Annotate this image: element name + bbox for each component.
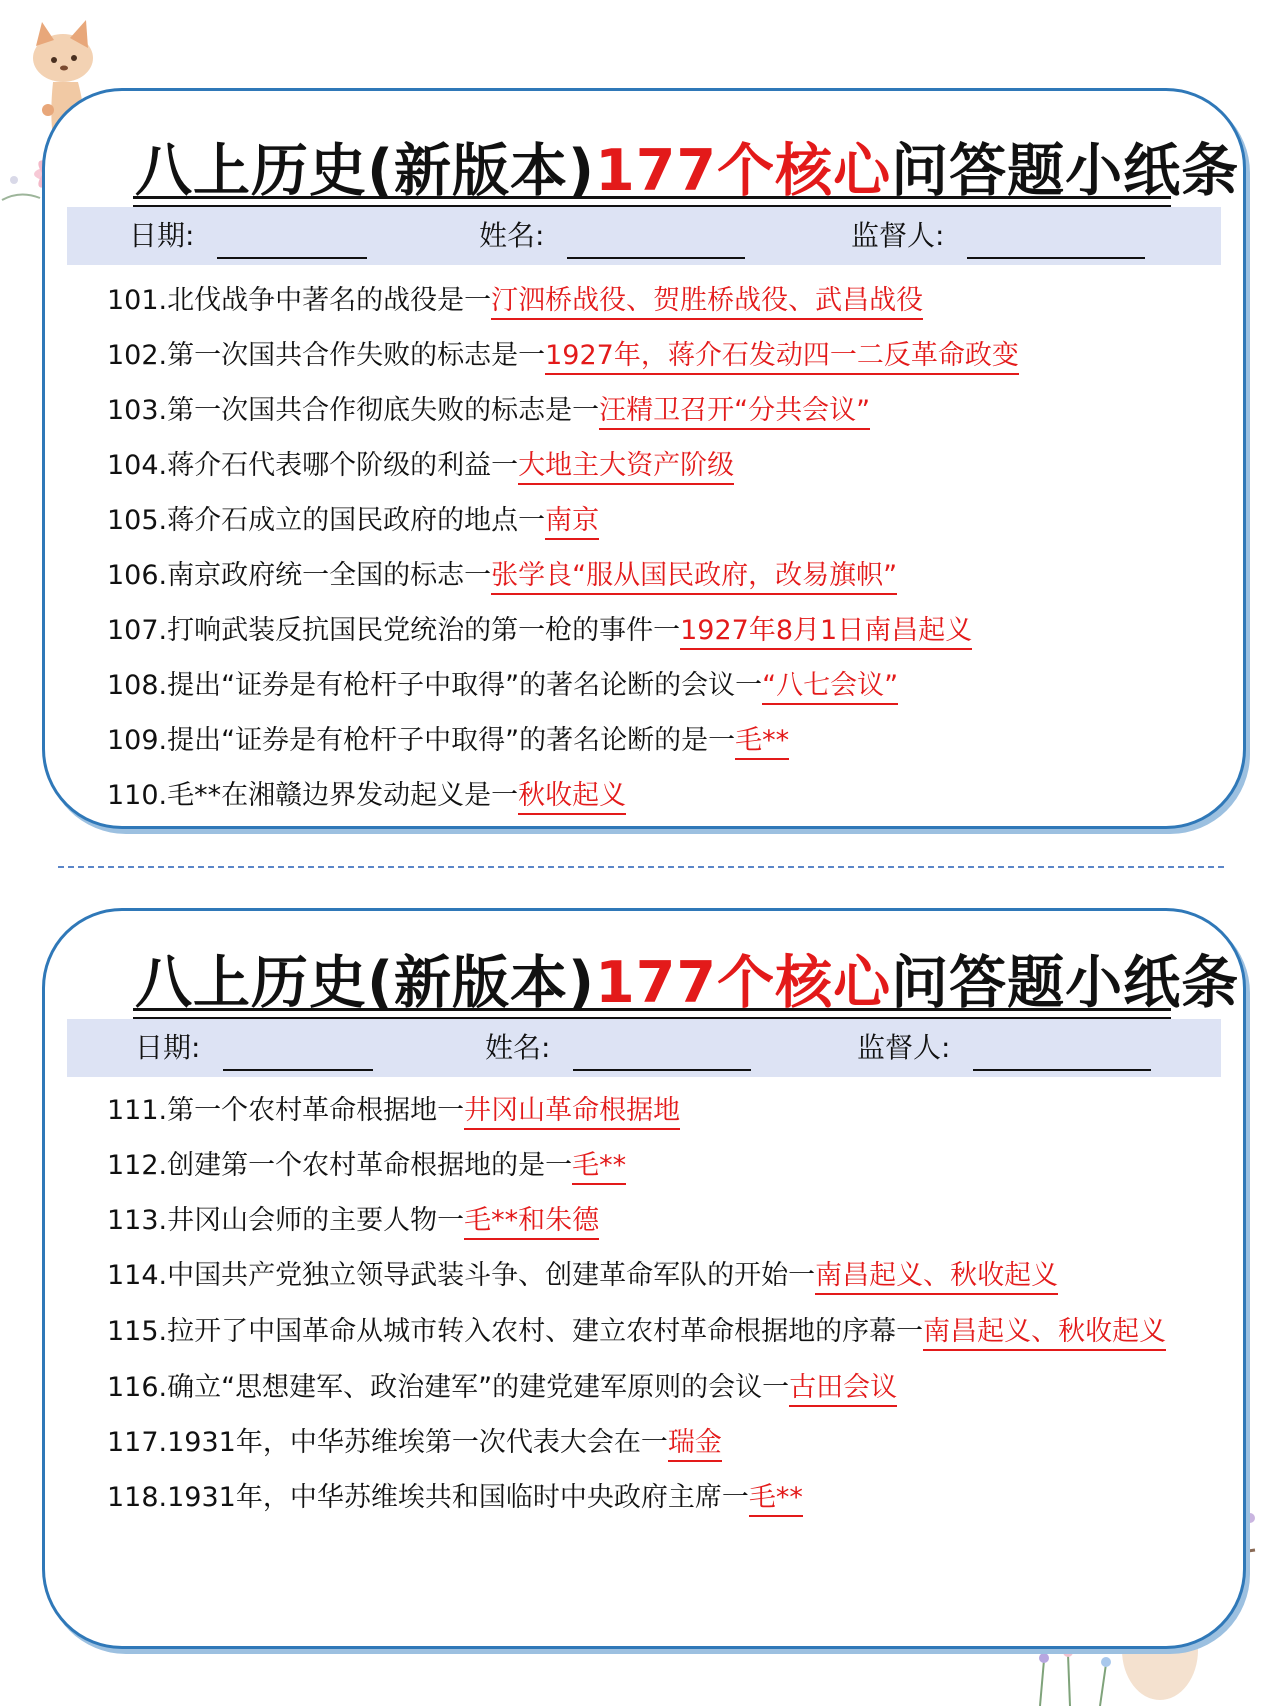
question-item [107,1083,1213,1138]
question-item [107,603,1213,658]
supervisor-label: 监督人: [851,219,945,252]
question-text: 112.创建第一个农村革命根据地的是一 [107,1150,573,1181]
date-blank[interactable] [223,1039,373,1071]
question-text: 116.确立“思想建军、政治建军”的建党建军原则的会议一 [107,1372,790,1403]
question-text: 117.1931年，中华苏维埃第一次代表大会在一 [107,1427,668,1458]
name-blank[interactable] [567,227,745,259]
question-item [107,548,1213,603]
title-underline [133,196,1171,207]
question-list [107,1083,1213,1525]
question-list [107,273,1213,823]
question-item [107,1193,1213,1248]
answer-text: 毛** [735,725,789,760]
name-blank[interactable] [573,1039,751,1071]
question-card-1 [42,88,1246,829]
title-underline [133,1008,1171,1019]
title-highlight: 177个核心 [595,138,892,204]
date-field[interactable] [135,1019,373,1077]
question-item [107,1360,1213,1415]
question-text: 108.提出“证券是有枪杆子中取得”的著名论断的会议一 [107,670,763,701]
answer-text: 南京 [545,505,599,540]
question-text: 107.打响武装反抗国民党统治的第一枪的事件一 [107,615,681,646]
answer-text: 毛** [749,1482,803,1517]
info-fields-bar [67,207,1221,265]
answer-text: 张学良“服从国民政府，改易旗帜” [491,560,897,595]
answer-text: “八七会议” [762,670,898,705]
answer-text: 南昌起义、秋收起义 [923,1316,1166,1351]
question-item [107,713,1213,768]
question-text: 103.第一次国共合作彻底失败的标志是一 [107,395,600,426]
answer-text: 毛** [572,1150,626,1185]
question-item [107,438,1213,493]
date-label: 日期: [135,1031,201,1064]
question-item [107,1415,1213,1470]
supervisor-blank[interactable] [973,1039,1151,1071]
question-text: 101.北伐战争中著名的战役是一 [107,285,492,316]
date-blank[interactable] [217,227,367,259]
title-prefix: 八上历史(新版本) [135,950,596,1016]
supervisor-label: 监督人: [857,1031,951,1064]
supervisor-field[interactable] [857,1019,1151,1077]
answer-text: 瑞金 [668,1427,722,1462]
cut-line-divider [58,866,1224,868]
question-card-2 [42,908,1246,1649]
question-text: 111.第一个农村革命根据地一 [107,1095,465,1126]
date-field[interactable] [129,207,367,265]
question-text: 105.蒋介石成立的国民政府的地点一 [107,505,546,536]
question-item [107,1470,1213,1525]
title-suffix: 问答题小纸条 [891,138,1240,204]
question-item [107,768,1213,823]
supervisor-blank[interactable] [967,227,1145,259]
answer-text: 南昌起义、秋收起义 [815,1260,1058,1295]
question-text: 114.中国共产党独立领导武装斗争、创建革命军队的开始一 [107,1260,816,1291]
name-field[interactable] [479,207,745,265]
answer-text: 井冈山革命根据地 [464,1095,680,1130]
answer-text: 大地主大资产阶级 [518,450,734,485]
answer-text: 1927年，蒋介石发动四一二反革命政变 [545,340,1019,375]
question-item [107,328,1213,383]
question-text: 106.南京政府统一全国的标志一 [107,560,492,591]
question-item [107,1303,1213,1360]
question-item [107,1248,1213,1303]
date-label: 日期: [129,219,195,252]
answer-text: 汪精卫召开“分共会议” [599,395,870,430]
title-highlight: 177个核心 [595,950,892,1016]
question-item [107,658,1213,713]
title-prefix: 八上历史(新版本) [135,138,596,204]
question-text: 115.拉开了中国革命从城市转入农村、建立农村革命根据地的序幕一 [107,1316,924,1347]
name-label: 姓名: [479,219,545,252]
question-item [107,383,1213,438]
question-text: 104.蒋介石代表哪个阶级的利益一 [107,450,519,481]
answer-text: 秋收起义 [518,780,626,815]
question-text: 113.井冈山会师的主要人物一 [107,1205,465,1236]
info-fields-bar [67,1019,1221,1077]
question-text: 110.毛**在湘赣边界发动起义是一 [107,780,519,811]
supervisor-field[interactable] [851,207,1145,265]
question-item [107,493,1213,548]
question-item [107,1138,1213,1193]
answer-text: 古田会议 [789,1372,897,1407]
wildflowers-illustration [1020,1640,1140,1706]
name-field[interactable] [485,1019,751,1077]
question-text: 109.提出“证券是有枪杆子中取得”的著名论断的是一 [107,725,736,756]
title-suffix: 问答题小纸条 [891,950,1240,1016]
answer-text: 1927年8月1日南昌起义 [680,615,972,650]
answer-text: 汀泗桥战役、贺胜桥战役、武昌战役 [491,285,923,320]
answer-text: 毛**和朱德 [464,1205,599,1240]
question-text: 102.第一次国共合作失败的标志是一 [107,340,546,371]
name-label: 姓名: [485,1031,551,1064]
question-text: 118.1931年，中华苏维埃共和国临时中央政府主席一 [107,1482,749,1513]
question-item [107,273,1213,328]
